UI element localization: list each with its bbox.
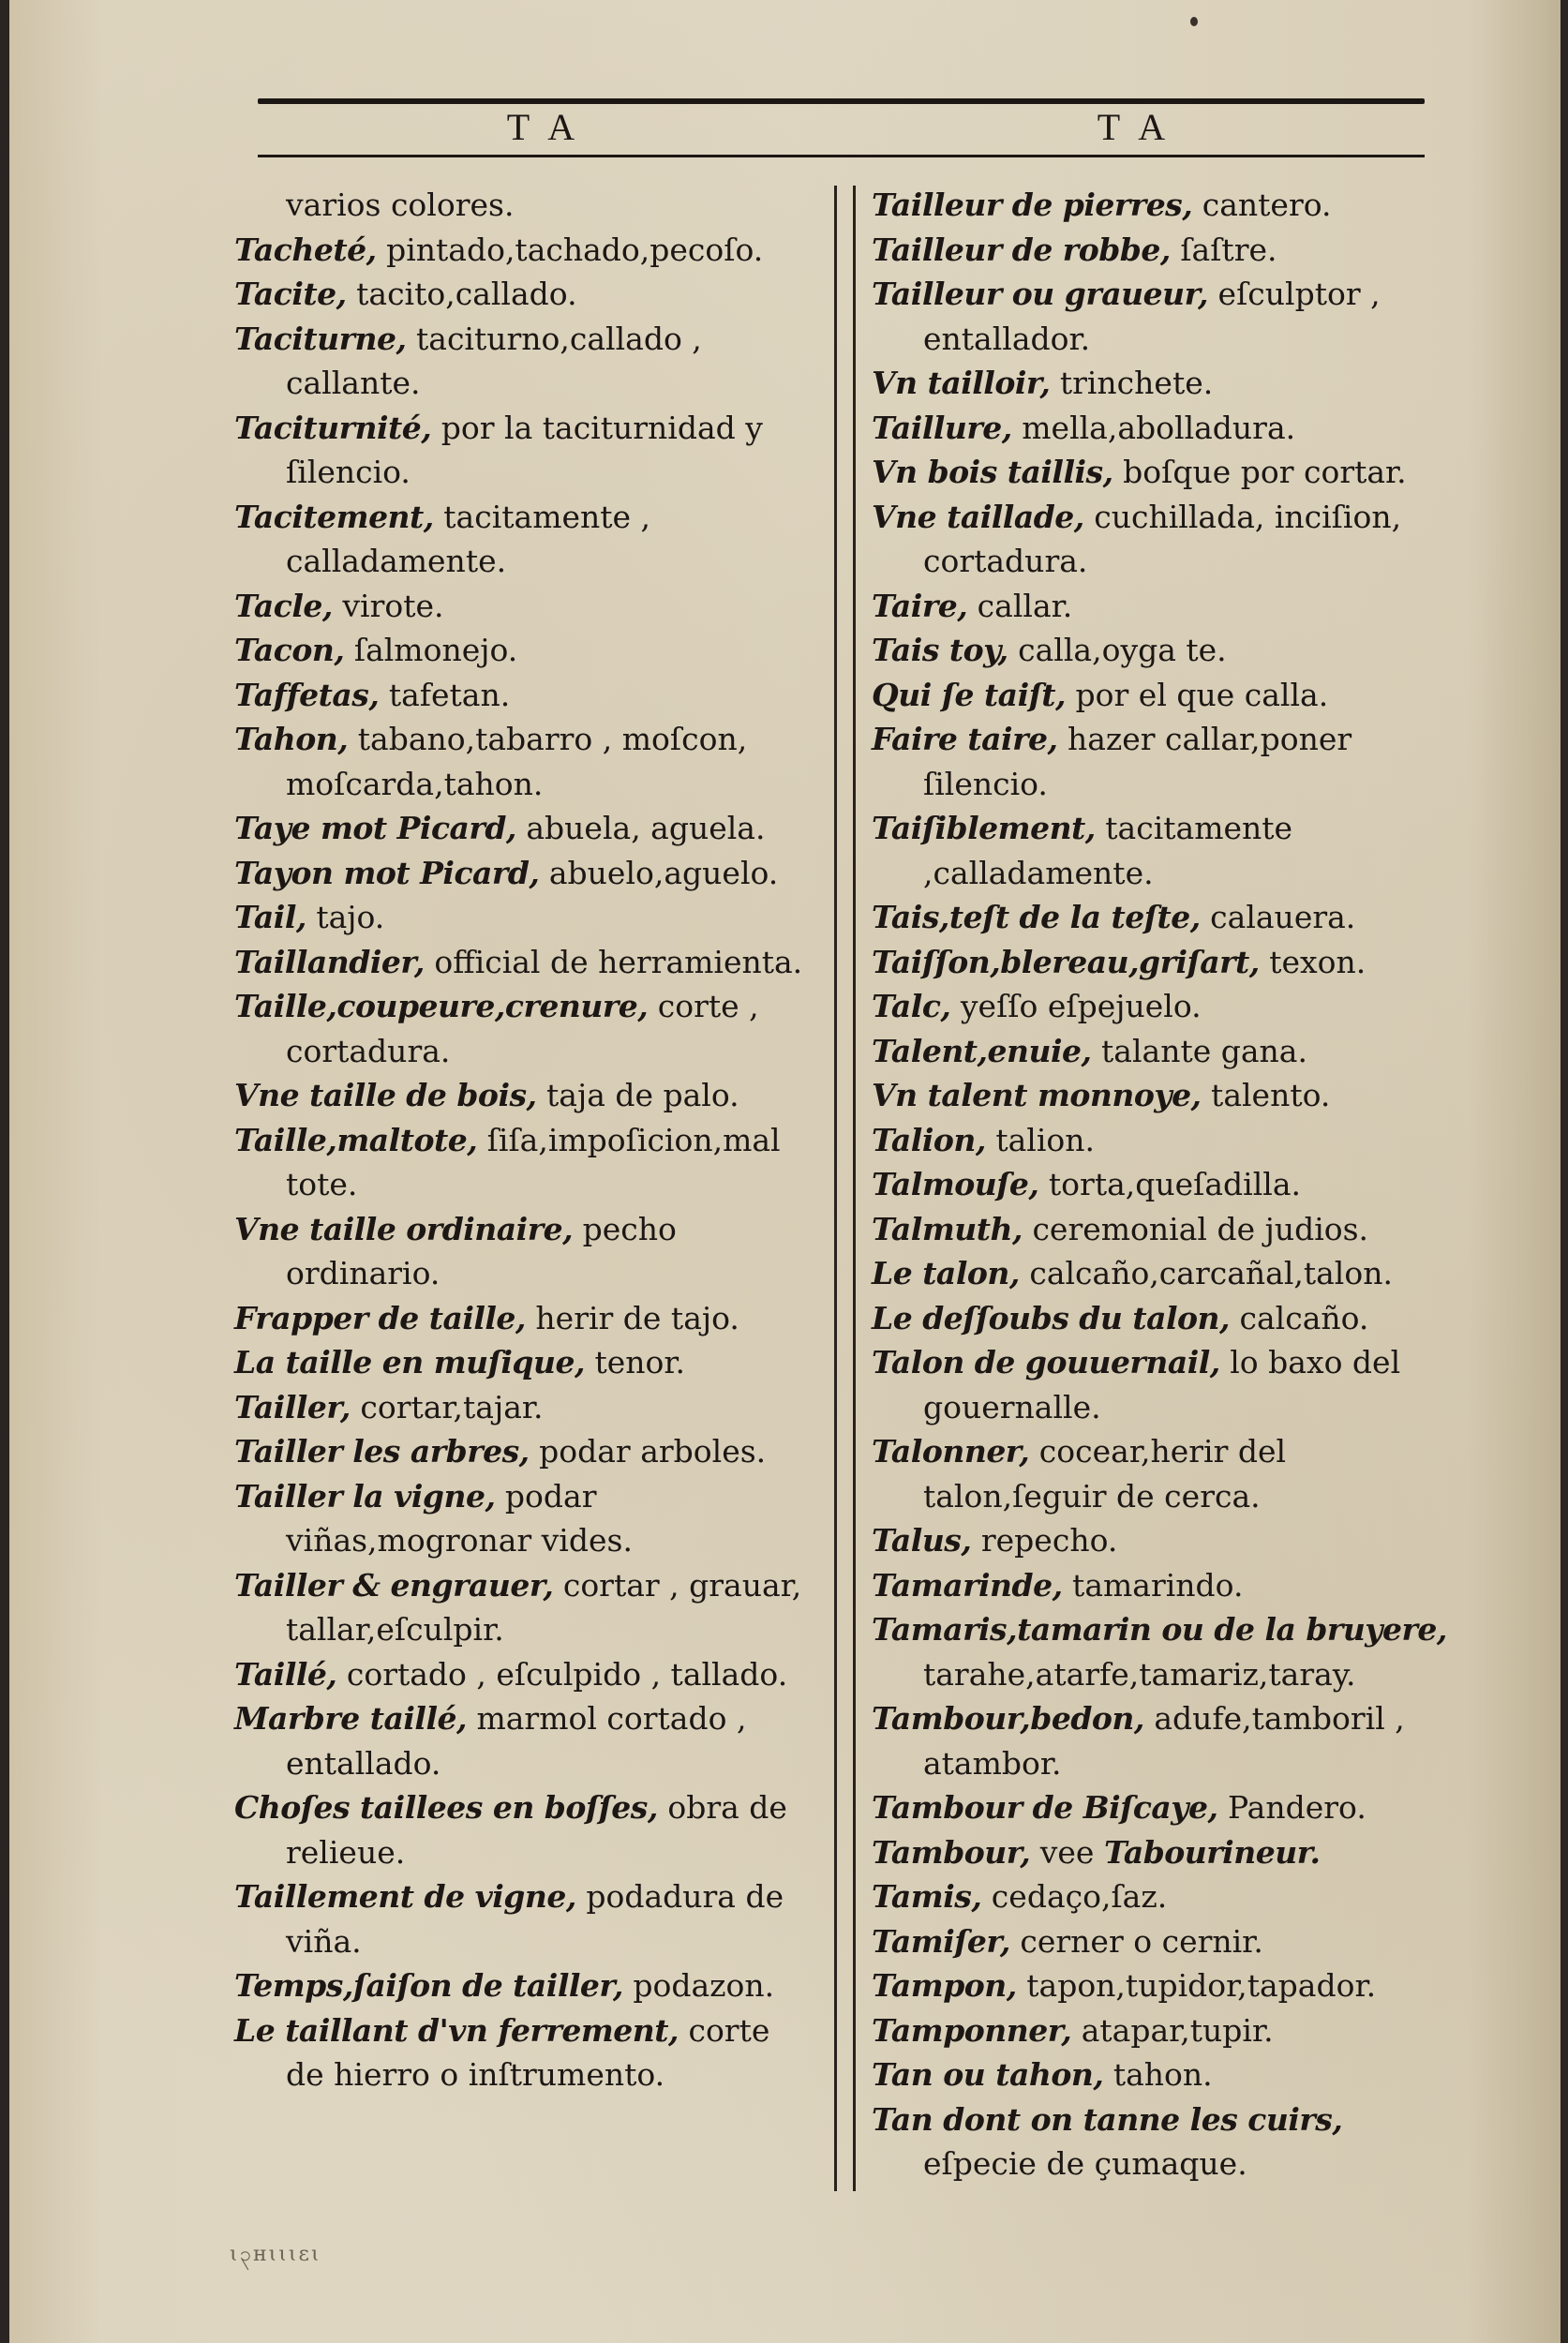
dictionary-entry	[234, 1207, 815, 1296]
entry-headword: Talent,enuie,	[872, 1032, 1092, 1069]
entry-headword: Qui ſe taiſt,	[872, 676, 1067, 713]
entry-translation: talante gana.	[1091, 1032, 1307, 1069]
entry-translation: tajo.	[306, 899, 385, 935]
dictionary-entry	[872, 406, 1453, 451]
dictionary-entry	[234, 228, 815, 273]
entry-crossref: Tabourineur.	[1103, 1833, 1321, 1871]
dictionary-entry	[872, 717, 1453, 806]
dictionary-entry	[872, 1607, 1453, 1696]
entry-translation: pintado,tachado,pecoſo.	[376, 231, 764, 268]
entry-headword: Taillure,	[872, 409, 1012, 446]
dictionary-entry	[872, 2008, 1453, 2053]
dictionary-entry	[872, 673, 1453, 718]
entry-headword: Tais,teſt de la teſte,	[872, 899, 1201, 935]
entry-headword: Vn bois taillis,	[872, 454, 1113, 490]
entry-headword: Talon de gouuernail,	[872, 1344, 1220, 1380]
dictionary-entry	[234, 851, 815, 896]
entry-translation: marmol cortado , entallado.	[286, 1700, 747, 1782]
entry-headword: Tan ou tahon,	[872, 2056, 1104, 2093]
entry-headword: Tailler les arbres,	[234, 1433, 530, 1470]
dictionary-entry	[872, 1073, 1453, 1118]
dictionary-entry	[872, 1251, 1453, 1296]
dictionary-entry	[872, 1162, 1453, 1207]
entry-translation: calauera.	[1200, 899, 1356, 935]
dictionary-entry	[234, 495, 815, 584]
dictionary-entry	[234, 183, 815, 228]
dictionary-entry	[872, 2052, 1453, 2097]
dictionary-entry	[872, 1029, 1453, 1074]
dictionary-entry	[234, 1118, 815, 1207]
dictionary-entry	[234, 1073, 815, 1118]
entry-headword: Talonner,	[872, 1433, 1030, 1470]
entry-translation: ſiſa,impoſicion,mal tote.	[286, 1121, 781, 1202]
entry-headword: Taye mot Picard,	[234, 810, 516, 846]
dictionary-entry	[234, 673, 815, 718]
entry-headword: Le talon,	[872, 1255, 1020, 1291]
entry-headword: Taiſſon,blereau,griſart,	[872, 943, 1260, 980]
dictionary-entry	[872, 1296, 1453, 1341]
dictionary-entry	[234, 1340, 815, 1385]
dictionary-entry	[872, 806, 1453, 895]
entry-headword: Vne taillade,	[872, 498, 1084, 535]
dictionary-entry	[234, 1385, 815, 1430]
dictionary-entry	[234, 1474, 815, 1563]
dictionary-entry	[872, 1340, 1453, 1429]
entry-headword: Vne taille de bois,	[234, 1077, 537, 1113]
entry-headword: Tampon,	[872, 1967, 1017, 2004]
entry-headword: Tambour,bedon,	[872, 1700, 1144, 1737]
dictionary-entry	[872, 1518, 1453, 1563]
dictionary-entry	[234, 1652, 815, 1697]
entry-headword: Taire,	[872, 587, 968, 624]
entry-headword: Tailler & engrauer,	[234, 1566, 554, 1604]
entry-translation: calcaño,carcañal,talon.	[1019, 1255, 1393, 1291]
dictionary-entry	[872, 1563, 1453, 1608]
dictionary-entry	[234, 984, 815, 1073]
dictionary-entry	[234, 1963, 815, 2008]
entry-headword: Tamponner,	[872, 2011, 1072, 2049]
dictionary-entry	[234, 406, 815, 495]
entry-translation: pecho ordinario.	[286, 1210, 677, 1291]
running-head-left: T A	[506, 106, 581, 148]
entry-headword: Talus,	[872, 1522, 972, 1559]
entry-translation: corte , cortadura.	[286, 988, 759, 1069]
entry-headword: Tais toy,	[872, 632, 1008, 668]
dictionary-entry	[234, 317, 815, 406]
entry-translation: mella,abolladura.	[1011, 409, 1296, 446]
entry-headword: Tamis,	[872, 1878, 982, 1915]
dictionary-entry	[872, 584, 1453, 629]
entry-translation: tafetan.	[379, 676, 511, 713]
dictionary-entry	[234, 895, 815, 940]
dictionary-entry	[872, 1830, 1453, 1875]
entry-translation: torta,queſadilla.	[1038, 1166, 1301, 1202]
dictionary-entry	[234, 806, 815, 851]
entry-headword: Talion,	[872, 1121, 986, 1158]
entry-headword: Temps,ſaiſon de tailler,	[234, 1967, 623, 2004]
entry-translation: tacitamente ,calladamente.	[923, 810, 1293, 891]
entry-translation: ceremonial de judios.	[1022, 1210, 1369, 1247]
entry-translation: tacito,callado.	[346, 276, 577, 312]
entry-translation: lo baxo del gouernalle.	[923, 1344, 1401, 1425]
dictionary-entry	[234, 1429, 815, 1474]
entry-translation: hazer callar,poner ſilencio.	[923, 721, 1352, 802]
bleed-through-mark: ɩ၃ʜɩɩɩɛɩ	[230, 2243, 321, 2266]
entry-headword: Talmouſe,	[872, 1166, 1039, 1202]
entry-translation: texon.	[1259, 943, 1366, 980]
entry-headword: Talc,	[872, 988, 951, 1024]
entry-translation: cuchillada, inciſion, cortadura.	[923, 498, 1402, 579]
entry-translation: cantero.	[1192, 187, 1332, 223]
entry-translation: vee	[1030, 1833, 1104, 1871]
entry-headword: Tambour,	[872, 1833, 1031, 1871]
entry-headword: Tamarinde,	[872, 1566, 1063, 1604]
left-column	[234, 183, 815, 2097]
entry-headword: Tamiſer,	[872, 1922, 1010, 1960]
entry-translation: herir de tajo.	[525, 1299, 739, 1336]
entry-translation: adufe,tamboril , atambor.	[923, 1700, 1405, 1782]
entry-translation: atapar,tupir.	[1071, 2011, 1274, 2049]
entry-translation: corte de hierro o inſtrumento.	[286, 2011, 770, 2093]
entry-headword: Taciturnité,	[234, 409, 432, 446]
entry-translation: podazon.	[622, 1967, 775, 2004]
entry-translation: varios colores.	[286, 187, 515, 223]
running-head-right: T A	[1097, 106, 1172, 148]
dictionary-entry	[872, 228, 1453, 273]
dictionary-entry	[234, 1563, 815, 1652]
dictionary-entry	[234, 2008, 815, 2097]
entry-headword: Tacite,	[234, 276, 347, 312]
entry-translation: ſalmonejo.	[344, 632, 518, 668]
entry-headword: Choſes taillees en boſſes,	[234, 1789, 658, 1826]
dictionary-entry	[234, 1696, 815, 1785]
dictionary-entry	[872, 1207, 1453, 1252]
dictionary-entry	[872, 895, 1453, 940]
entry-headword: Tahon,	[234, 721, 349, 757]
entry-translation: por el que calla.	[1066, 676, 1329, 713]
dictionary-entry	[234, 584, 815, 629]
entry-translation: Pandero.	[1217, 1789, 1366, 1826]
entry-translation: virote.	[332, 587, 444, 624]
entry-translation: taciturno,callado , callante.	[286, 320, 702, 401]
dictionary-entry	[872, 1919, 1453, 1964]
entry-translation: boſque por cortar.	[1113, 454, 1407, 490]
dictionary-entry	[234, 1785, 815, 1874]
entry-translation: official de herramienta.	[424, 943, 803, 980]
dictionary-entry	[234, 1296, 815, 1341]
dictionary-entry	[872, 1696, 1453, 1785]
entry-headword: La taille en muſique,	[234, 1344, 585, 1380]
entry-translation: cerner o cernir.	[1009, 1922, 1263, 1960]
header-rule-top	[258, 98, 1425, 104]
dictionary-entry	[872, 1874, 1453, 1919]
entry-translation: calcaño.	[1230, 1299, 1369, 1336]
entry-translation: abuela, aguela.	[515, 810, 766, 846]
entry-headword: Tailler,	[234, 1388, 351, 1425]
entry-translation: yeſſo eſpejuelo.	[950, 988, 1202, 1024]
entry-translation: cocear,herir del talon,ſeguir de cerca.	[923, 1433, 1287, 1515]
dictionary-entry	[872, 984, 1453, 1029]
entry-translation: tacitamente , calladamente.	[286, 498, 651, 579]
dictionary-entry	[234, 940, 815, 985]
entry-translation: obra de relieue.	[286, 1789, 787, 1871]
entry-headword: Tamaris,tamarin ou de la bruyere,	[872, 1611, 1447, 1648]
dictionary-entry	[872, 1785, 1453, 1830]
dictionary-entry	[872, 940, 1453, 985]
entry-translation: eſculptor , entallador.	[923, 276, 1381, 357]
header-rule-bottom	[258, 155, 1425, 157]
entry-headword: Le deſſoubs du talon,	[872, 1299, 1231, 1336]
entry-headword: Taillandier,	[234, 943, 425, 980]
entry-translation: por la taciturnidad y ſilencio.	[286, 409, 763, 490]
entry-headword: Taille,maltote,	[234, 1121, 478, 1158]
entry-translation: tenor.	[584, 1344, 686, 1380]
ink-blot	[1190, 17, 1198, 26]
dictionary-entry	[234, 628, 815, 673]
entry-translation: podar viñas,mogronar vides.	[286, 1477, 633, 1559]
entry-translation: cedaço,ſaz.	[981, 1878, 1168, 1915]
entry-headword: Taillé,	[234, 1655, 337, 1693]
entry-headword: Tacitement,	[234, 498, 434, 535]
entry-headword: Tambour de Biſcaye,	[872, 1789, 1218, 1826]
entry-headword: Tailleur de robbe,	[872, 231, 1171, 268]
entry-headword: Taffetas,	[234, 676, 380, 713]
entry-translation: podadura de viña.	[286, 1878, 784, 1960]
entry-translation: tabano,tabarro , moſcon, moſcarda,tahon.	[286, 721, 748, 802]
dictionary-entry	[872, 1963, 1453, 2008]
entry-headword: Taciturne,	[234, 320, 407, 357]
entry-translation: tamarindo.	[1062, 1566, 1244, 1604]
dictionary-entry	[872, 361, 1453, 406]
dictionary-entry	[872, 272, 1453, 361]
entry-translation: trinchete.	[1050, 365, 1214, 401]
entry-headword: Marbre taillé,	[234, 1700, 467, 1737]
entry-headword: Vne taille ordinaire,	[234, 1210, 574, 1247]
entry-translation: repecho.	[971, 1522, 1118, 1559]
dictionary-entry	[872, 2097, 1453, 2186]
entry-translation: taja de palo.	[536, 1077, 739, 1113]
dictionary-entry	[234, 272, 815, 317]
entry-headword: Tailler la vigne,	[234, 1477, 496, 1515]
entry-headword: Le taillant d'vn ferrement,	[234, 2011, 679, 2049]
entry-headword: Tayon mot Picard,	[234, 854, 540, 891]
entry-translation: tapon,tupidor,tapador.	[1016, 1967, 1377, 2004]
entry-headword: Tailleur de pierres,	[872, 187, 1193, 223]
entry-translation: talion.	[985, 1121, 1096, 1158]
entry-translation: cortado , eſculpido , tallado.	[336, 1655, 788, 1693]
dictionary-entry	[872, 1429, 1453, 1518]
column-divider-right	[853, 186, 856, 2191]
entry-headword: Frapper de taille,	[234, 1299, 526, 1336]
entry-headword: Vn talent monnoye,	[872, 1077, 1202, 1113]
entry-headword: Tail,	[234, 899, 306, 935]
entry-headword: Faire taire,	[872, 721, 1058, 757]
entry-translation: abuelo,aguelo.	[539, 854, 779, 891]
entry-headword: Taille,coupeure,crenure,	[234, 988, 649, 1024]
entry-translation: eſpecie de çumaque.	[923, 2145, 1247, 2182]
entry-headword: Taiſiblement,	[872, 810, 1096, 846]
entry-headword: Tan dont on tanne les cuirs,	[872, 2100, 1343, 2138]
entry-translation: podar arboles.	[529, 1433, 767, 1470]
dictionary-entry	[872, 450, 1453, 495]
entry-headword: Tacle,	[234, 587, 333, 624]
entry-headword: Talmuth,	[872, 1210, 1023, 1247]
entry-headword: Tacon,	[234, 632, 345, 668]
entry-translation: ſaſtre.	[1170, 231, 1277, 268]
book-page	[9, 0, 1561, 2343]
entry-translation: callar.	[967, 587, 1073, 624]
entry-headword: Tacheté,	[234, 231, 377, 268]
entry-headword: Taillement de vigne,	[234, 1878, 576, 1915]
entry-translation: tahon.	[1103, 2056, 1213, 2093]
dictionary-entry	[234, 1874, 815, 1963]
entry-headword: Vn tailloir,	[872, 365, 1051, 401]
entry-translation: tarahe,atarfe,tamariz,taray.	[923, 1655, 1356, 1693]
entry-translation: cortar , grauar, tallar,eſculpir.	[286, 1566, 802, 1648]
entry-translation: cortar,tajar.	[350, 1388, 544, 1425]
entry-headword: Tailleur ou graueur,	[872, 276, 1209, 312]
entry-translation: talento.	[1201, 1077, 1331, 1113]
dictionary-entry	[872, 1118, 1453, 1163]
column-divider-left	[834, 186, 837, 2191]
dictionary-entry	[872, 495, 1453, 584]
dictionary-entry	[872, 628, 1453, 673]
right-column	[872, 183, 1453, 2186]
entry-translation: calla,oyga te.	[1008, 632, 1227, 668]
dictionary-entry	[872, 183, 1453, 228]
dictionary-entry	[234, 717, 815, 806]
